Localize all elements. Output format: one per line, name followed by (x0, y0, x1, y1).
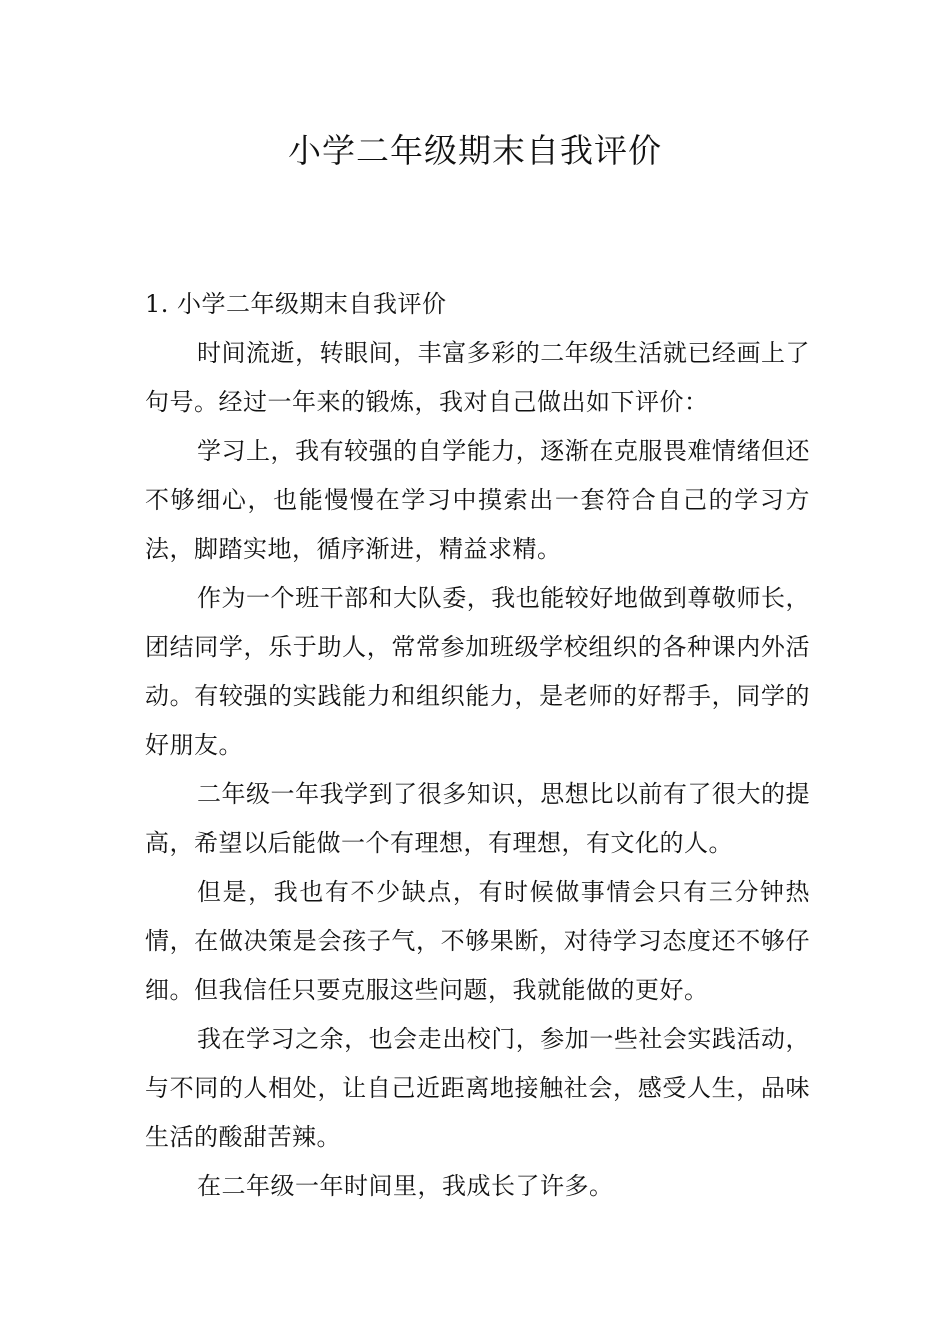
paragraph: 在二年级一年时间里，我成长了许多。 (197, 1172, 614, 1200)
section-heading: 1. 小学二年级期末自我评价 (145, 290, 447, 318)
document-body (145, 280, 810, 1211)
paragraph: 二年级一年我学到了很多知识，思想比以前有了很大的提高，希望以后能做一个有理想，有理想，有文化的人。 (145, 780, 810, 857)
paragraph: 学习上，我有较强的自学能力，逐渐在克服畏难情绪但还不够细心，也能慢慢在学习中摸索出一套符合自己的学习方法，脚踏实地，循序渐进，精益求精。 (145, 437, 810, 563)
paragraph: 作为一个班干部和大队委，我也能较好地做到尊敬师长，团结同学，乐于助人，常常参加班级学校组织的各种课内外活动。有较强的实践能力和组织能力，是老师的好帮手，同学的好朋友。 (145, 584, 810, 759)
document-title: 小学二年级期末自我评价 (288, 131, 662, 170)
paragraph: 时间流逝，转眼间，丰富多彩的二年级生活就已经画上了句号。经过一年来的锻炼，我对自己做出如下评价： (145, 339, 810, 416)
paragraph: 但是，我也有不少缺点，有时候做事情会只有三分钟热情，在做决策是会孩子气，不够果断，对待学习态度还不够仔细。但我信任只要克服这些问题，我就能做的更好。 (145, 878, 810, 1004)
paragraph: 我在学习之余，也会走出校门，参加一些社会实践活动，与不同的人相处，让自己近距离地接触社会，感受人生，品味生活的酸甜苦辣。 (145, 1025, 810, 1151)
